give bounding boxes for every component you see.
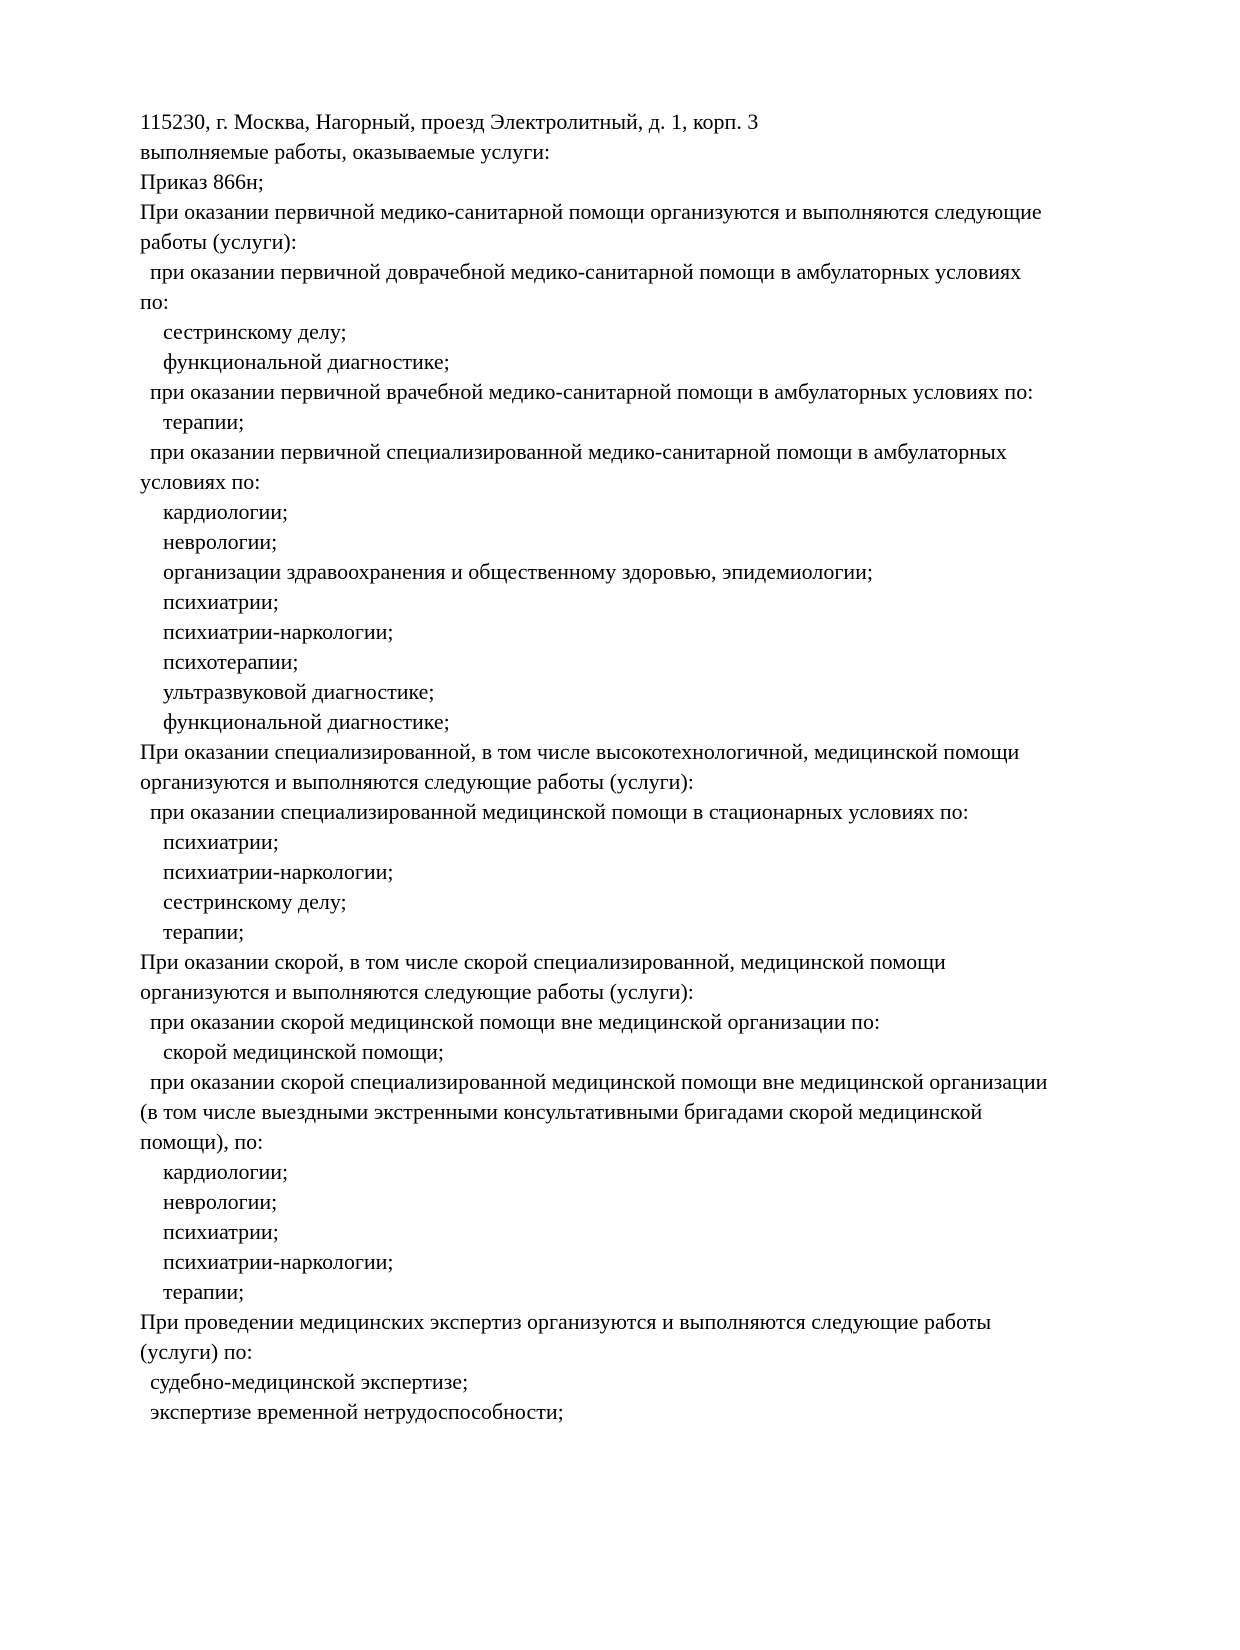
doc-line: функциональной диагностике;: [163, 709, 450, 734]
doc-line: психиатрии;: [163, 1219, 279, 1244]
doc-line: организуются и выполняются следующие работы (услуги):: [140, 979, 694, 1004]
doc-line: при оказании первичной врачебной медико-санитарной помощи в амбулаторных условиях по:: [150, 379, 1034, 404]
document-text-block: [140, 107, 1200, 1427]
doc-line: сестринскому делу;: [163, 319, 347, 344]
doc-line: условиях по:: [140, 469, 261, 494]
doc-line: психотерапии;: [163, 649, 299, 674]
doc-line: психиатрии;: [163, 589, 279, 614]
doc-line: психиатрии-наркологии;: [163, 1249, 394, 1274]
doc-line: при оказании первичной специализированной медико-санитарной помощи в амбулаторных: [150, 439, 1007, 464]
doc-line: при оказании скорой специализированной медицинской помощи вне медицинской организации: [150, 1069, 1048, 1094]
doc-line: кардиологии;: [163, 499, 289, 524]
doc-line: функциональной диагностике;: [163, 349, 450, 374]
doc-line: психиатрии;: [163, 829, 279, 854]
doc-line: неврологии;: [163, 529, 278, 554]
doc-line: 115230, г. Москва, Нагорный, проезд Электролитный, д. 1, корп. 3: [140, 109, 759, 134]
doc-line: психиатрии-наркологии;: [163, 619, 394, 644]
doc-line: судебно-медицинской экспертизе;: [150, 1369, 469, 1394]
doc-line: При оказании первичной медико-санитарной помощи организуются и выполняются следующие: [140, 199, 1042, 224]
doc-line: (в том числе выездными экстренными консультативными бригадами скорой медицинской: [140, 1099, 983, 1124]
doc-line: терапии;: [163, 919, 245, 944]
doc-line: кардиологии;: [163, 1159, 289, 1184]
doc-line: терапии;: [163, 409, 245, 434]
doc-line: При проведении медицинских экспертиз организуются и выполняются следующие работы: [140, 1309, 992, 1334]
doc-line: (услуги) по:: [140, 1339, 253, 1364]
doc-line: выполняемые работы, оказываемые услуги:: [140, 139, 551, 164]
doc-line: экспертизе временной нетрудоспособности;: [150, 1399, 564, 1424]
doc-line: по:: [140, 289, 169, 314]
doc-line: организации здравоохранения и общественному здоровью, эпидемиологии;: [163, 559, 874, 584]
doc-line: При оказании скорой, в том числе скорой специализированной, медицинской помощи: [140, 949, 946, 974]
doc-line: психиатрии-наркологии;: [163, 859, 394, 884]
doc-line: при оказании первичной доврачебной медико-санитарной помощи в амбулаторных условиях: [150, 259, 1022, 284]
doc-line: терапии;: [163, 1279, 245, 1304]
doc-line: сестринскому делу;: [163, 889, 347, 914]
doc-line: скорой медицинской помощи;: [163, 1039, 445, 1064]
doc-line: при оказании скорой медицинской помощи вне медицинской организации по:: [150, 1009, 881, 1034]
doc-line: организуются и выполняются следующие работы (услуги):: [140, 769, 694, 794]
doc-line: ультразвуковой диагностике;: [163, 679, 435, 704]
doc-line: Приказ 866н;: [140, 169, 264, 194]
doc-line: неврологии;: [163, 1189, 278, 1214]
doc-line: при оказании специализированной медицинской помощи в стационарных условиях по:: [150, 799, 969, 824]
doc-line: помощи), по:: [140, 1129, 264, 1154]
doc-line: работы (услуги):: [140, 229, 297, 254]
doc-line: При оказании специализированной, в том числе высокотехнологичной, медицинской помощи: [140, 739, 1020, 764]
